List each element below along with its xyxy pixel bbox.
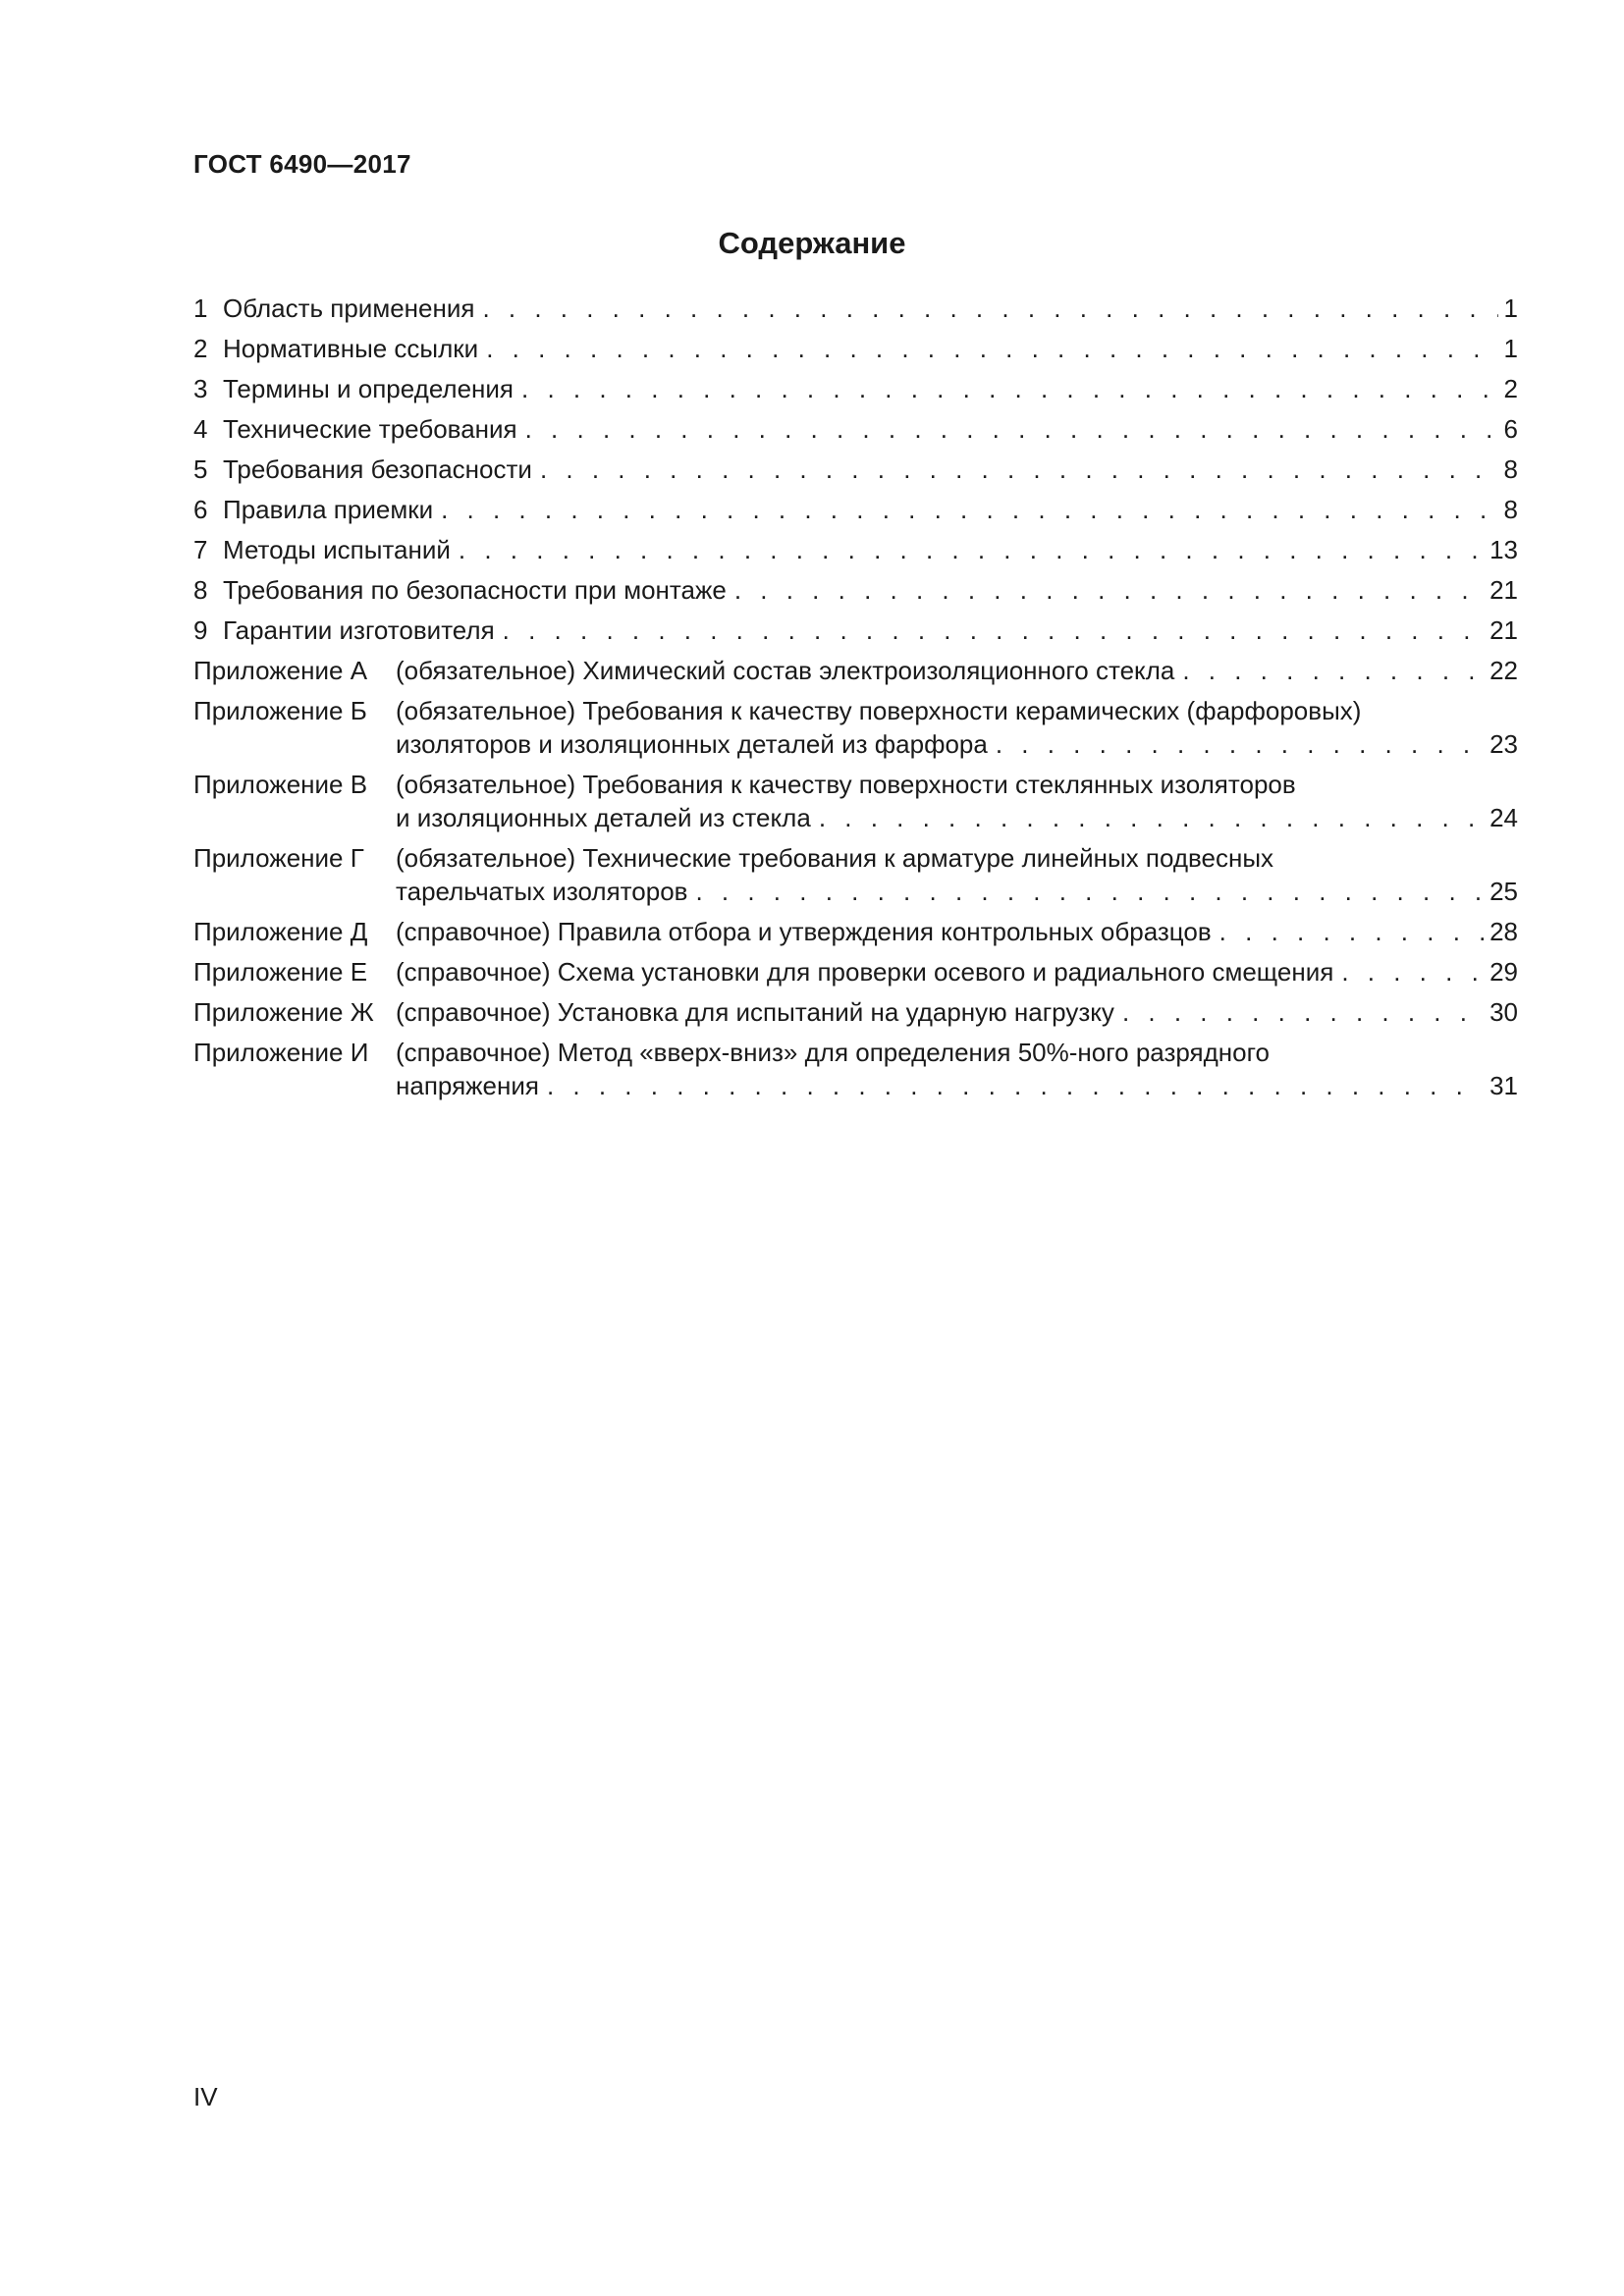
toc-entry-appendix[interactable] — [193, 915, 1518, 948]
toc-entry-body — [223, 573, 1518, 607]
toc-entry-body — [396, 1036, 1518, 1102]
toc-entry-last-line — [223, 533, 1518, 566]
toc-entry-last-line — [396, 915, 1518, 948]
toc-entry-section[interactable] — [193, 493, 1518, 526]
dot-leader — [482, 292, 1497, 325]
dot-leader — [503, 614, 1484, 647]
toc-entry-title: Требования по безопасности при монтаже — [223, 575, 727, 605]
dot-leader — [1182, 654, 1484, 687]
toc-entry-body — [223, 292, 1518, 325]
toc-entry-title: изоляторов и изоляционных деталей из фарфора — [396, 729, 988, 759]
toc-entry-last-line — [396, 995, 1518, 1029]
toc-page-number: 29 — [1489, 957, 1518, 987]
dot-leader — [459, 533, 1484, 566]
toc-entry-title-line: (обязательное) Технические требования к арматуре линейных подвесных — [396, 843, 1274, 873]
toc-entry-section[interactable] — [193, 453, 1518, 486]
toc-entry-body — [223, 453, 1518, 486]
toc-entry-last-line — [396, 727, 1518, 761]
toc-page-number: 8 — [1503, 495, 1518, 524]
toc-entry-title: Требования безопасности — [223, 454, 532, 484]
toc-entry-appendix[interactable] — [193, 841, 1518, 908]
toc-entry-title: напряжения — [396, 1071, 539, 1100]
toc-appendix-label: Приложение Г — [193, 843, 364, 873]
toc-appendix-label: Приложение Е — [193, 957, 368, 987]
dot-leader — [734, 573, 1484, 607]
toc-entry-body — [396, 995, 1518, 1029]
toc-page-number: 1 — [1503, 334, 1518, 363]
toc-entry-body — [396, 654, 1518, 687]
dot-leader — [441, 493, 1497, 526]
toc-entry-title: Методы испытаний — [223, 535, 451, 564]
toc-entry-section[interactable] — [193, 372, 1518, 405]
toc-entry-appendix[interactable] — [193, 1036, 1518, 1102]
toc-entry-body — [396, 768, 1518, 834]
dot-leader — [695, 875, 1484, 908]
toc-page-number: 28 — [1489, 917, 1518, 946]
toc-page-number: 1 — [1503, 294, 1518, 323]
toc-entry-title: Технические требования — [223, 414, 517, 444]
toc-entry-body — [396, 694, 1518, 761]
toc-entry-title-line: (обязательное) Требования к качеству поверхности керамических (фарфоровых) — [396, 696, 1362, 725]
toc-section-number: 9 — [193, 615, 208, 645]
toc-page-number: 13 — [1489, 535, 1518, 564]
toc-page-number: 31 — [1489, 1071, 1518, 1100]
toc-section-number: 8 — [193, 575, 208, 605]
toc-title: Содержание — [718, 226, 906, 260]
toc-entry-title: тарельчатых изоляторов — [396, 877, 688, 906]
toc-entry-title: (справочное) Правила отбора и утверждения контрольных образцов — [396, 917, 1212, 946]
toc-entry-title: Область применения — [223, 294, 475, 323]
toc-entry-title: Правила приемки — [223, 495, 434, 524]
toc-appendix-label: Приложение Ж — [193, 997, 374, 1027]
toc-entry-last-line — [223, 292, 1518, 325]
toc-entry-appendix[interactable] — [193, 654, 1518, 687]
toc-section-number: 2 — [193, 334, 208, 363]
toc-entry-last-line — [223, 412, 1518, 446]
toc-page-number: 6 — [1503, 414, 1518, 444]
dot-leader — [521, 372, 1498, 405]
dot-leader — [1219, 915, 1484, 948]
toc-section-number: 6 — [193, 495, 208, 524]
dot-leader — [996, 727, 1484, 761]
dot-leader — [547, 1069, 1484, 1102]
toc-entry-body — [223, 614, 1518, 647]
dot-leader — [1341, 955, 1484, 988]
toc-entry-last-line — [223, 332, 1518, 365]
toc-page-number: 22 — [1489, 656, 1518, 685]
toc-entry-title: Нормативные ссылки — [223, 334, 479, 363]
toc-entry-body — [223, 412, 1518, 446]
page-number: IV — [193, 2082, 218, 2111]
toc-entry-last-line — [223, 614, 1518, 647]
dot-leader — [1122, 995, 1484, 1029]
toc-entry-body — [223, 372, 1518, 405]
toc-entry-last-line — [223, 372, 1518, 405]
toc-section-number: 5 — [193, 454, 208, 484]
toc-page-number: 23 — [1489, 729, 1518, 759]
toc-entry-appendix[interactable] — [193, 768, 1518, 834]
toc-entry-title-line: (обязательное) Требования к качеству поверхности стеклянных изоляторов — [396, 770, 1296, 799]
toc-entry-last-line — [396, 654, 1518, 687]
dot-leader — [819, 801, 1484, 834]
toc-page-number: 21 — [1489, 575, 1518, 605]
table-of-contents — [193, 292, 1518, 1109]
dot-leader — [486, 332, 1497, 365]
toc-entry-last-line — [396, 875, 1518, 908]
dot-leader — [525, 412, 1498, 446]
document-code: ГОСТ 6490—2017 — [193, 149, 411, 179]
toc-section-number: 4 — [193, 414, 208, 444]
toc-entry-body — [396, 915, 1518, 948]
toc-entry-section[interactable] — [193, 292, 1518, 325]
toc-entry-last-line — [396, 955, 1518, 988]
toc-entry-title: и изоляционных деталей из стекла — [396, 803, 811, 832]
toc-entry-section[interactable] — [193, 573, 1518, 607]
toc-entry-body — [223, 493, 1518, 526]
toc-page-number: 21 — [1489, 615, 1518, 645]
toc-section-number: 7 — [193, 535, 208, 564]
toc-entry-last-line — [223, 453, 1518, 486]
toc-entry-last-line — [223, 493, 1518, 526]
toc-entry-section[interactable] — [193, 614, 1518, 647]
toc-entry-body — [396, 955, 1518, 988]
toc-entry-body — [223, 332, 1518, 365]
toc-entry-section[interactable] — [193, 412, 1518, 446]
toc-page-number: 25 — [1489, 877, 1518, 906]
toc-page-number: 24 — [1489, 803, 1518, 832]
toc-page-number: 8 — [1503, 454, 1518, 484]
toc-appendix-label: Приложение И — [193, 1038, 369, 1067]
toc-entry-title: Гарантии изготовителя — [223, 615, 495, 645]
toc-entry-title: Термины и определения — [223, 374, 514, 403]
toc-entry-section[interactable] — [193, 332, 1518, 365]
toc-entry-title-line: (справочное) Метод «вверх-вниз» для определения 50%-ного разрядного — [396, 1038, 1270, 1067]
toc-entry-title: (справочное) Установка для испытаний на ударную нагрузку — [396, 997, 1114, 1027]
toc-appendix-label: Приложение А — [193, 656, 368, 685]
toc-entry-last-line — [396, 1069, 1518, 1102]
toc-entry-body — [223, 533, 1518, 566]
toc-entry-section[interactable] — [193, 533, 1518, 566]
toc-entry-appendix[interactable] — [193, 995, 1518, 1029]
toc-entry-last-line — [223, 573, 1518, 607]
toc-entry-body — [396, 841, 1518, 908]
toc-page-number: 2 — [1503, 374, 1518, 403]
toc-entry-last-line — [396, 801, 1518, 834]
toc-appendix-label: Приложение Д — [193, 917, 368, 946]
toc-entry-title: (справочное) Схема установки для проверки осевого и радиального смещения — [396, 957, 1334, 987]
toc-page-number: 30 — [1489, 997, 1518, 1027]
toc-section-number: 1 — [193, 294, 208, 323]
dot-leader — [540, 453, 1498, 486]
toc-section-number: 3 — [193, 374, 208, 403]
toc-entry-title: (обязательное) Химический состав электроизоляционного стекла — [396, 656, 1175, 685]
toc-entry-appendix[interactable] — [193, 955, 1518, 988]
toc-appendix-label: Приложение Б — [193, 696, 367, 725]
toc-entry-appendix[interactable] — [193, 694, 1518, 761]
toc-appendix-label: Приложение В — [193, 770, 368, 799]
